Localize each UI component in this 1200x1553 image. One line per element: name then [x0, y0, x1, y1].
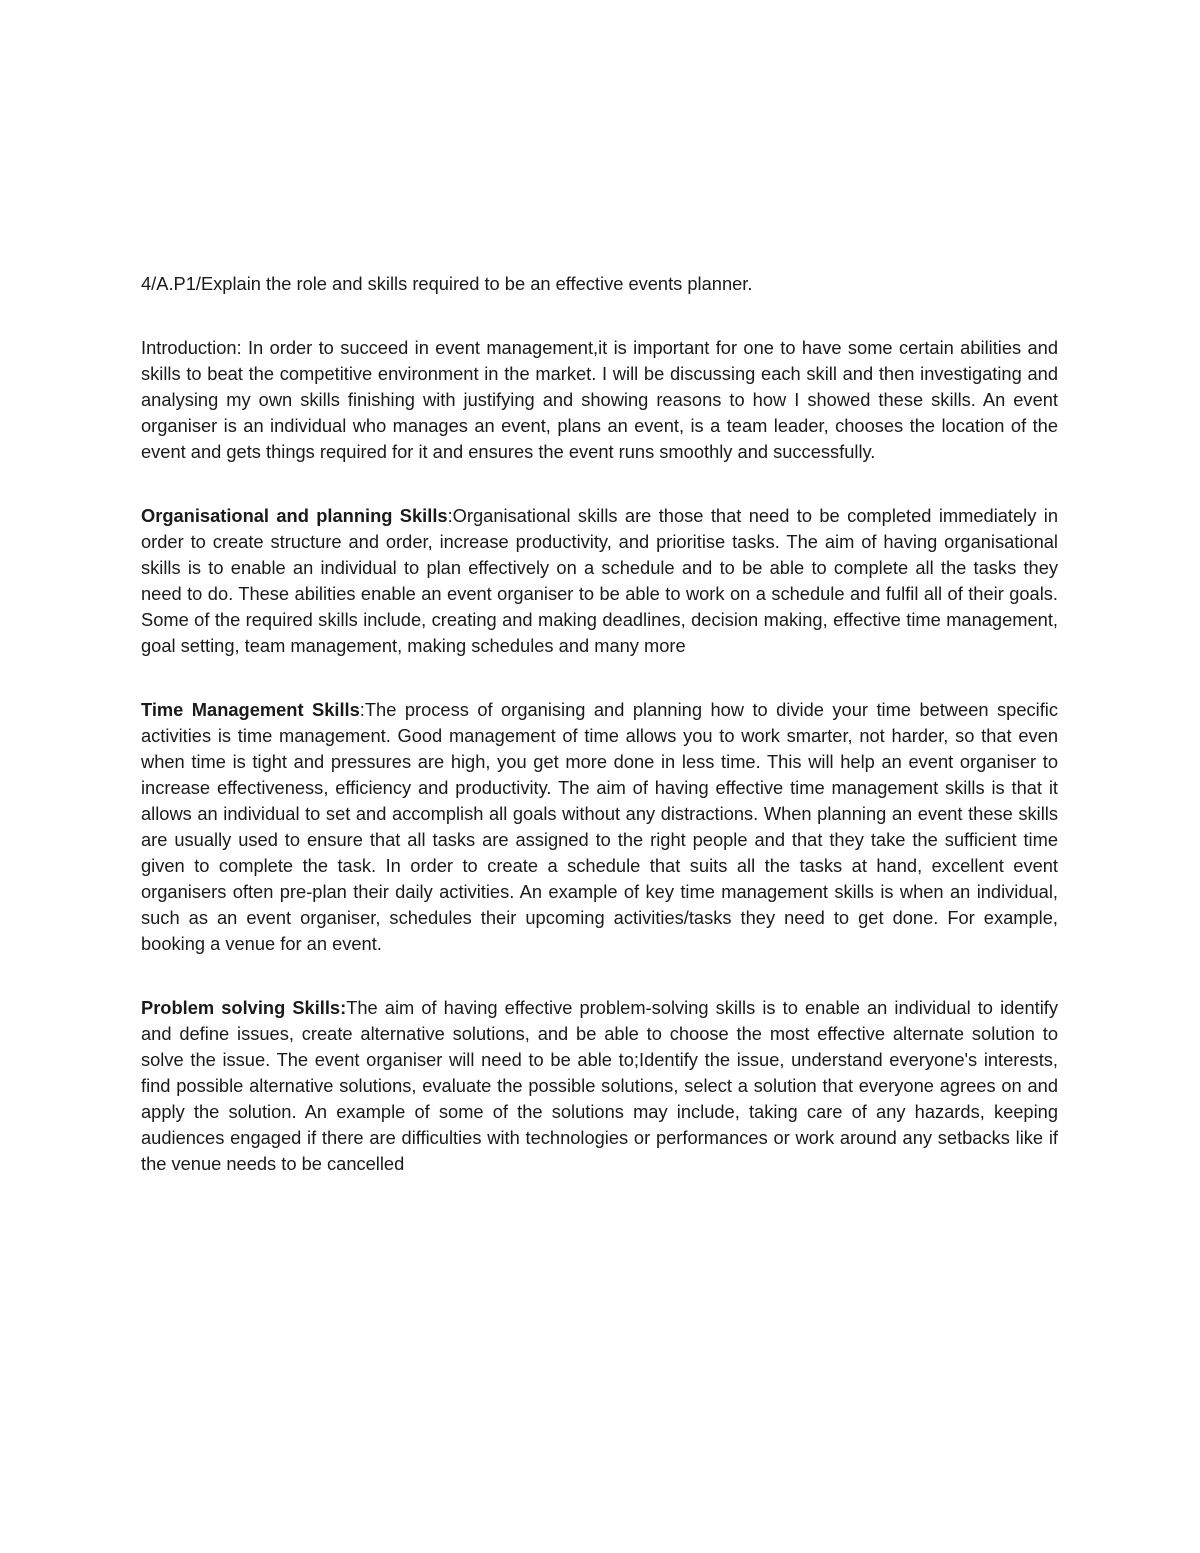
section-heading-problem-solving: Problem solving Skills:	[141, 997, 347, 1018]
assignment-title: 4/A.P1/Explain the role and skills required to be an effective events planner.	[141, 273, 753, 294]
section-body-problem-solving: The aim of having effective problem-solving skills is to enable an individual to identify and define issues, create alternative solutions, and be able to choose the most effective alternate solution to solve the issue. The event organiser will need to be able to;Identify the issue, understand everyone's interests, find possible alternative solutions, evaluate the possible solutions, select a solution that everyone agrees on and apply the solution. An example of some of the solutions may include, taking care of any hazards, keeping audiences engaged if there are difficulties with technologies or performances or work around any setbacks like if the venue needs to be cancelled	[141, 997, 1058, 1174]
section-heading-time-management: Time Management Skills	[141, 699, 360, 720]
section-separator-organisational: :	[447, 505, 453, 526]
section-time-management-skills	[141, 697, 1058, 957]
section-organisational-skills	[141, 503, 1058, 659]
section-problem-solving-skills	[141, 995, 1058, 1177]
document-content	[141, 271, 1058, 1177]
section-body-time-management: The process of organising and planning how to divide your time between specific activities is time management. Good management of time allows you to work smarter, not harder, so that even when time is tight and pressures are high, you get more done in less time. This will help an event organiser to increase effectiveness, efficiency and productivity. The aim of having effective time management skills is that it allows an individual to set and accomplish all goals without any distractions. When planning an event these skills are usually used to ensure that all tasks are assigned to the right people and that they take the sufficient time given to complete the task. In order to create a schedule that suits all the tasks at hand, excellent event organisers often pre-plan their daily activities. An example of key time management skills is when an individual, such as an event organiser, schedules their upcoming activities/tasks they need to get done. For example, booking a venue for an event.	[141, 699, 1058, 954]
introduction-paragraph: Introduction: In order to succeed in event management,it is important for one to have some certain abilities and skills to beat the competitive environment in the market. I will be discussing each skill and then investigating and analysing my own skills finishing with justifying and showing reasons to how I showed these skills. An event organiser is an individual who manages an event, plans an event, is a team leader, chooses the location of the event and gets things required for it and ensures the event runs smoothly and successfully.	[141, 337, 1058, 462]
section-heading-organisational: Organisational and planning Skills	[141, 505, 448, 526]
section-separator-time-management: :	[359, 699, 365, 720]
section-body-organisational: Organisational skills are those that need to be completed immediately in order to create structure and order, increase productivity, and prioritise tasks. The aim of having organisational skills is to enable an individual to plan effectively on a schedule and to be able to complete all the tasks they need to do. These abilities enable an event organiser to be able to work on a schedule and fulfil all of their goals. Some of the required skills include, creating and making deadlines, decision making, effective time management, goal setting, team management, making schedules and many more	[141, 505, 1058, 656]
